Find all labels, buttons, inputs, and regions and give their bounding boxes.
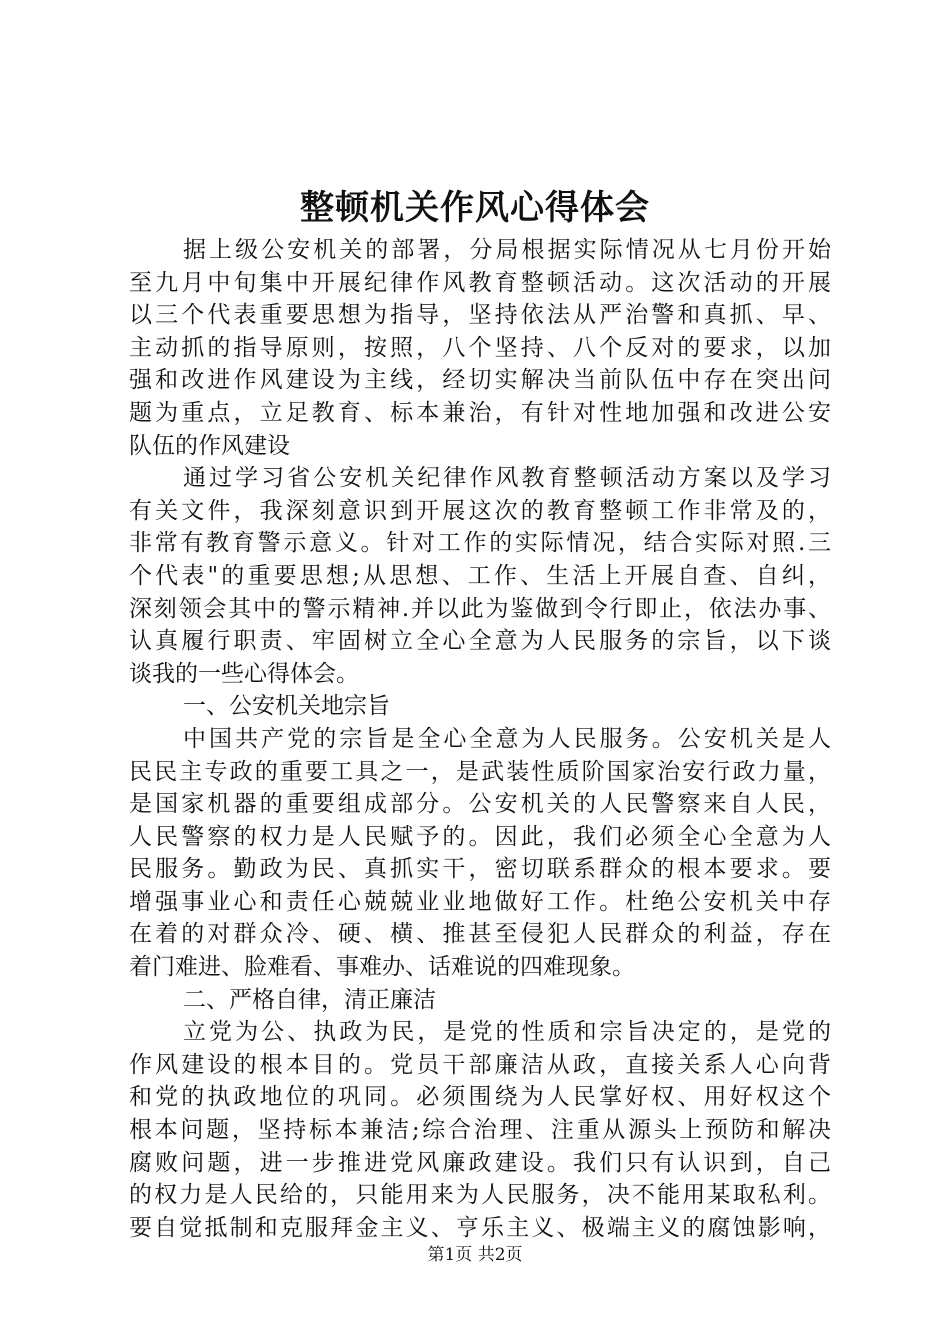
- text-line: 至九月中旬集中开展纪律作风教育整顿活动。这次活动的开展: [129, 269, 831, 296]
- text-line: 的权力是人民给的，只能用来为人民服务，决不能用某取私利。: [129, 1182, 831, 1209]
- text-line: 和党的执政地位的巩同。必须围绕为人民掌好权、用好权这个: [129, 1084, 831, 1111]
- text-line: 腐败问题，进一步推进党风廉政建设。我们只有认识到，自己: [129, 1149, 831, 1176]
- text-line: 民民主专政的重要工具之一，是武装性质阶国家治安行政力量，: [129, 758, 831, 785]
- text-line: 是国家机器的重要组成部分。公安机关的人民警察来自人民，: [129, 791, 831, 818]
- text-line: 据上级公安机关的部署，分局根据实际情况从七月份开始: [183, 237, 831, 263]
- text-line: 强和改进作风建设为主线，经切实解决当前队伍中存在突出问: [129, 367, 831, 394]
- text-line: 以三个代表重要思想为指导，坚持依法从严治警和真抓、早、: [129, 302, 831, 329]
- text-line: 在着的对群众冷、硬、横、推甚至侵犯人民群众的利益，存在: [129, 921, 831, 948]
- text-line: 立党为公、执政为民，是党的性质和宗旨决定的，是党的: [183, 1019, 831, 1046]
- text-line: 要自觉抵制和克服拜金主义、亨乐主义、极端主义的腐蚀影响，: [129, 1214, 831, 1241]
- document-title: 整顿机关作风心得体会: [300, 188, 650, 228]
- text-line: 题为重点，立足教育、标本兼治，有针对性地加强和改进公安: [129, 399, 831, 426]
- text-line: 根本问题，坚持标本兼洁;综合治理、注重从源头上预防和解决: [129, 1117, 831, 1144]
- text-line: 非常有教育警示意义。针对工作的实际情况，结合实际对照.三: [129, 530, 831, 557]
- text-line: 增强事业心和责任心兢兢业业地做好工作。杜绝公安机关中存: [129, 888, 831, 915]
- page-footer: 第1页 共2页: [427, 1245, 523, 1265]
- text-line: 谈我的一些心得体会。: [129, 660, 359, 687]
- text-line: 有关文件，我深刻意识到开展这次的教育整顿工作非常及的，: [129, 497, 831, 524]
- text-line: 队伍的作风建设: [129, 432, 290, 459]
- text-line: 一、公安机关地宗旨: [183, 693, 390, 720]
- text-line: 二、严格自律，清正廉洁: [183, 986, 436, 1013]
- text-line: 人民警察的权力是人民赋予的。因此，我们必须全心全意为人: [129, 823, 831, 850]
- text-line: 主动抓的指导原则，按照，八个坚持、八个反对的要求，以加: [129, 334, 831, 361]
- text-line: 中国共产党的宗旨是全心全意为人民服务。公安机关是人: [183, 725, 831, 752]
- document-body: [129, 234, 831, 1244]
- text-line: 认真履行职责、牢固树立全心全意为人民服务的宗旨，以下谈: [129, 628, 831, 655]
- text-line: 个代表"的重要思想;从思想、工作、生活上开展自查、自纠，: [129, 562, 831, 589]
- text-line: 民服务。勤政为民、真抓实干，密切联系群众的根本要求。要: [129, 856, 831, 883]
- text-line: 作风建设的根本目的。党员干部廉洁从政，直接关系人心向背: [129, 1051, 831, 1078]
- text-line: 深刻领会其中的警示精神.并以此为鉴做到令行即止，依法办事、: [129, 595, 831, 622]
- text-line: 着门难进、脸难看、事难办、话难说的四难现象。: [129, 954, 635, 981]
- text-line: 通过学习省公安机关纪律作风教育整顿活动方案以及学习: [183, 465, 831, 492]
